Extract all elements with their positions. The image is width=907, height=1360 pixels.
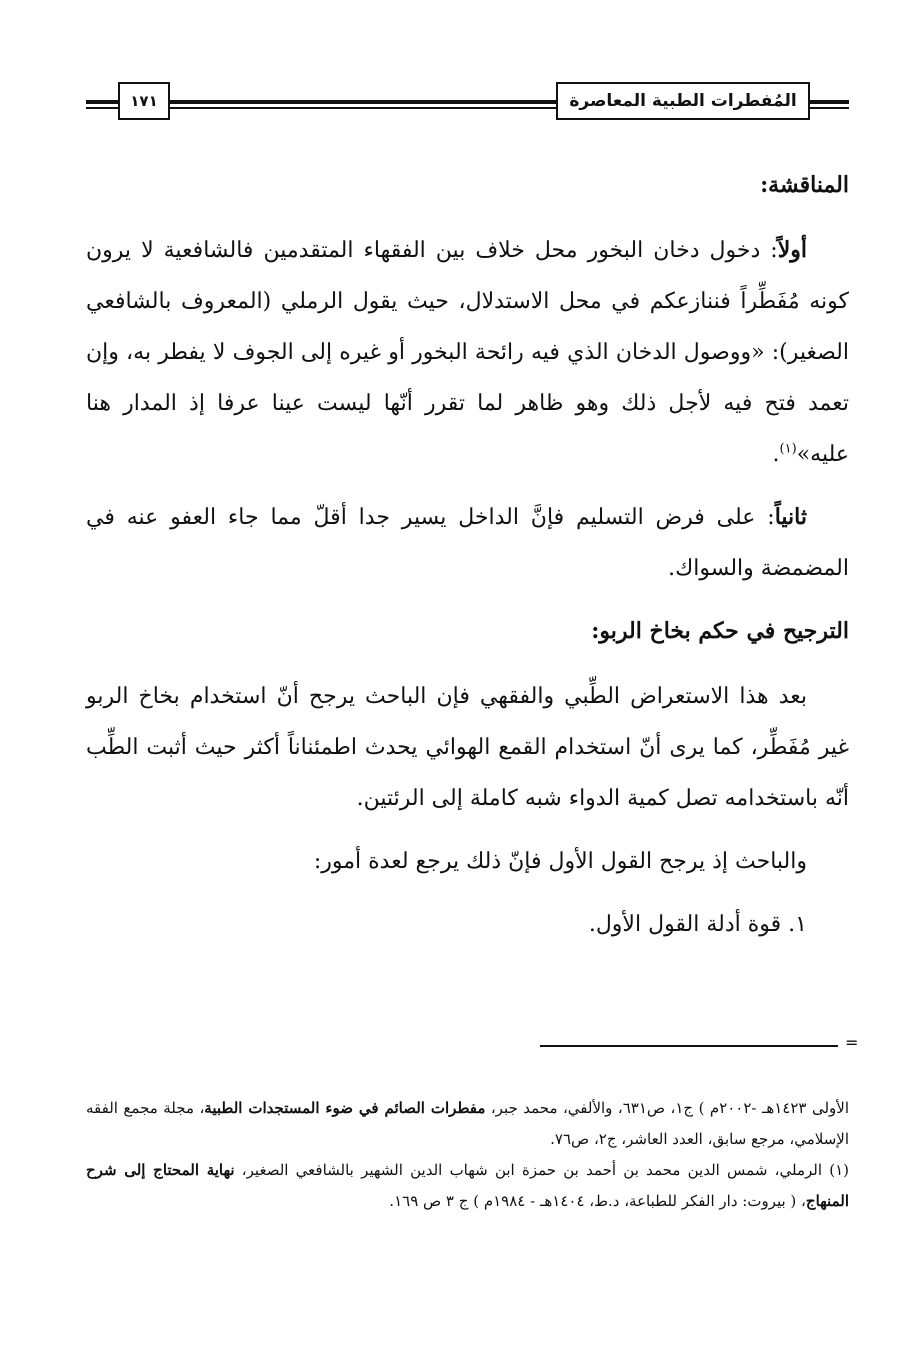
footnote-ref-1[interactable]: (١)	[779, 441, 797, 457]
paragraph-conclusion: بعد هذا الاستعراض الطِّبي والفقهي فإن الباحث يرجح أنّ استخدام بخاخ الربو غير مُفَطِّر، كما يرى أنّ استخدام القمع الهوائي يحدث اطمئناناً أكثر حيث أثبت الطِّب أنّه باستخدامه تصل كمية الدواء شبه كاملة إلى الرئتين.	[86, 684, 849, 811]
main-text	[86, 160, 849, 962]
second-point-text: : على فرض التسليم فإنَّ الداخل يسير جدا أقلّ مما جاء العفو عنه في المضمضة والسواك.	[86, 505, 849, 581]
first-point-end: .	[772, 442, 780, 467]
footnote-1	[86, 1155, 849, 1217]
page-header	[86, 82, 849, 122]
footnote-continued	[86, 1093, 849, 1155]
paragraph-first-point	[86, 225, 849, 480]
heading-tarjih: الترجيح في حكم بخاخ الربو:	[591, 618, 849, 644]
heading-discussion: المناقشة:	[760, 172, 849, 198]
footnotes	[86, 1093, 849, 1217]
paragraph-reasons-intro: والباحث إذ يرجح القول الأول فإنّ ذلك يرجع لعدة أمور:	[313, 849, 807, 874]
footnote-separator	[540, 1045, 838, 1047]
first-point-text: : دخول دخان البخور محل خلاف بين الفقهاء المتقدمين فالشافعية لا يرون كونه مُفَطِّراً فننازعكم في محل الاستدلال، حيث يقول الرملي (المعروف بالشافعي الصغير): «ووصول الدخان الذي فيه رائحة البخور أو غيره إلى الجوف لا يفطر به، وإن تعمد فتح فيه لأجل ذلك وهو ظاهر لما تقرر أنّها ليست عينا عرفا إذ المدار هنا عليه»	[86, 238, 849, 467]
running-title: المُفطرات الطبية المعاصرة	[556, 82, 810, 120]
footnote-continuation-mark: =	[845, 1033, 859, 1052]
footnote-continued-text-b: ، مجلة مجمع الفقه الإسلامي، مرجع سابق، العدد العاشر، ج٢، ص٧٦.	[86, 1099, 849, 1148]
footnote-continued-title: مفطرات الصائم في ضوء المستجدات الطبية	[204, 1099, 486, 1117]
footnote-1-text-a: (١) الرملي، شمس الدين محمد بن أحمد بن حمزة ابن شهاب الدين الشهير بالشافعي الصغير،	[234, 1161, 850, 1179]
first-point-label: أولاً	[777, 237, 807, 263]
list-item-reason-1: ١. قوة أدلة القول الأول.	[588, 912, 807, 937]
page-number: ١٧١	[118, 82, 170, 120]
second-point-label: ثانياً	[774, 504, 807, 530]
footnote-continued-text-a: الأولى ١٤٢٣هـ -٢٠٠٢م ) ج١، ص٦٣١، والألفي، محمد جبر،	[485, 1099, 850, 1117]
paragraph-second-point	[86, 492, 849, 594]
footnote-1-title: نهاية المحتاج إلى شرح المنهاج	[86, 1161, 849, 1210]
footnote-1-text-b: ، ( بيروت: دار الفكر للطباعة، د.ط، ١٤٠٤هـ - ١٩٨٤م ) ج ٣ ص ١٦٩.	[389, 1192, 806, 1210]
